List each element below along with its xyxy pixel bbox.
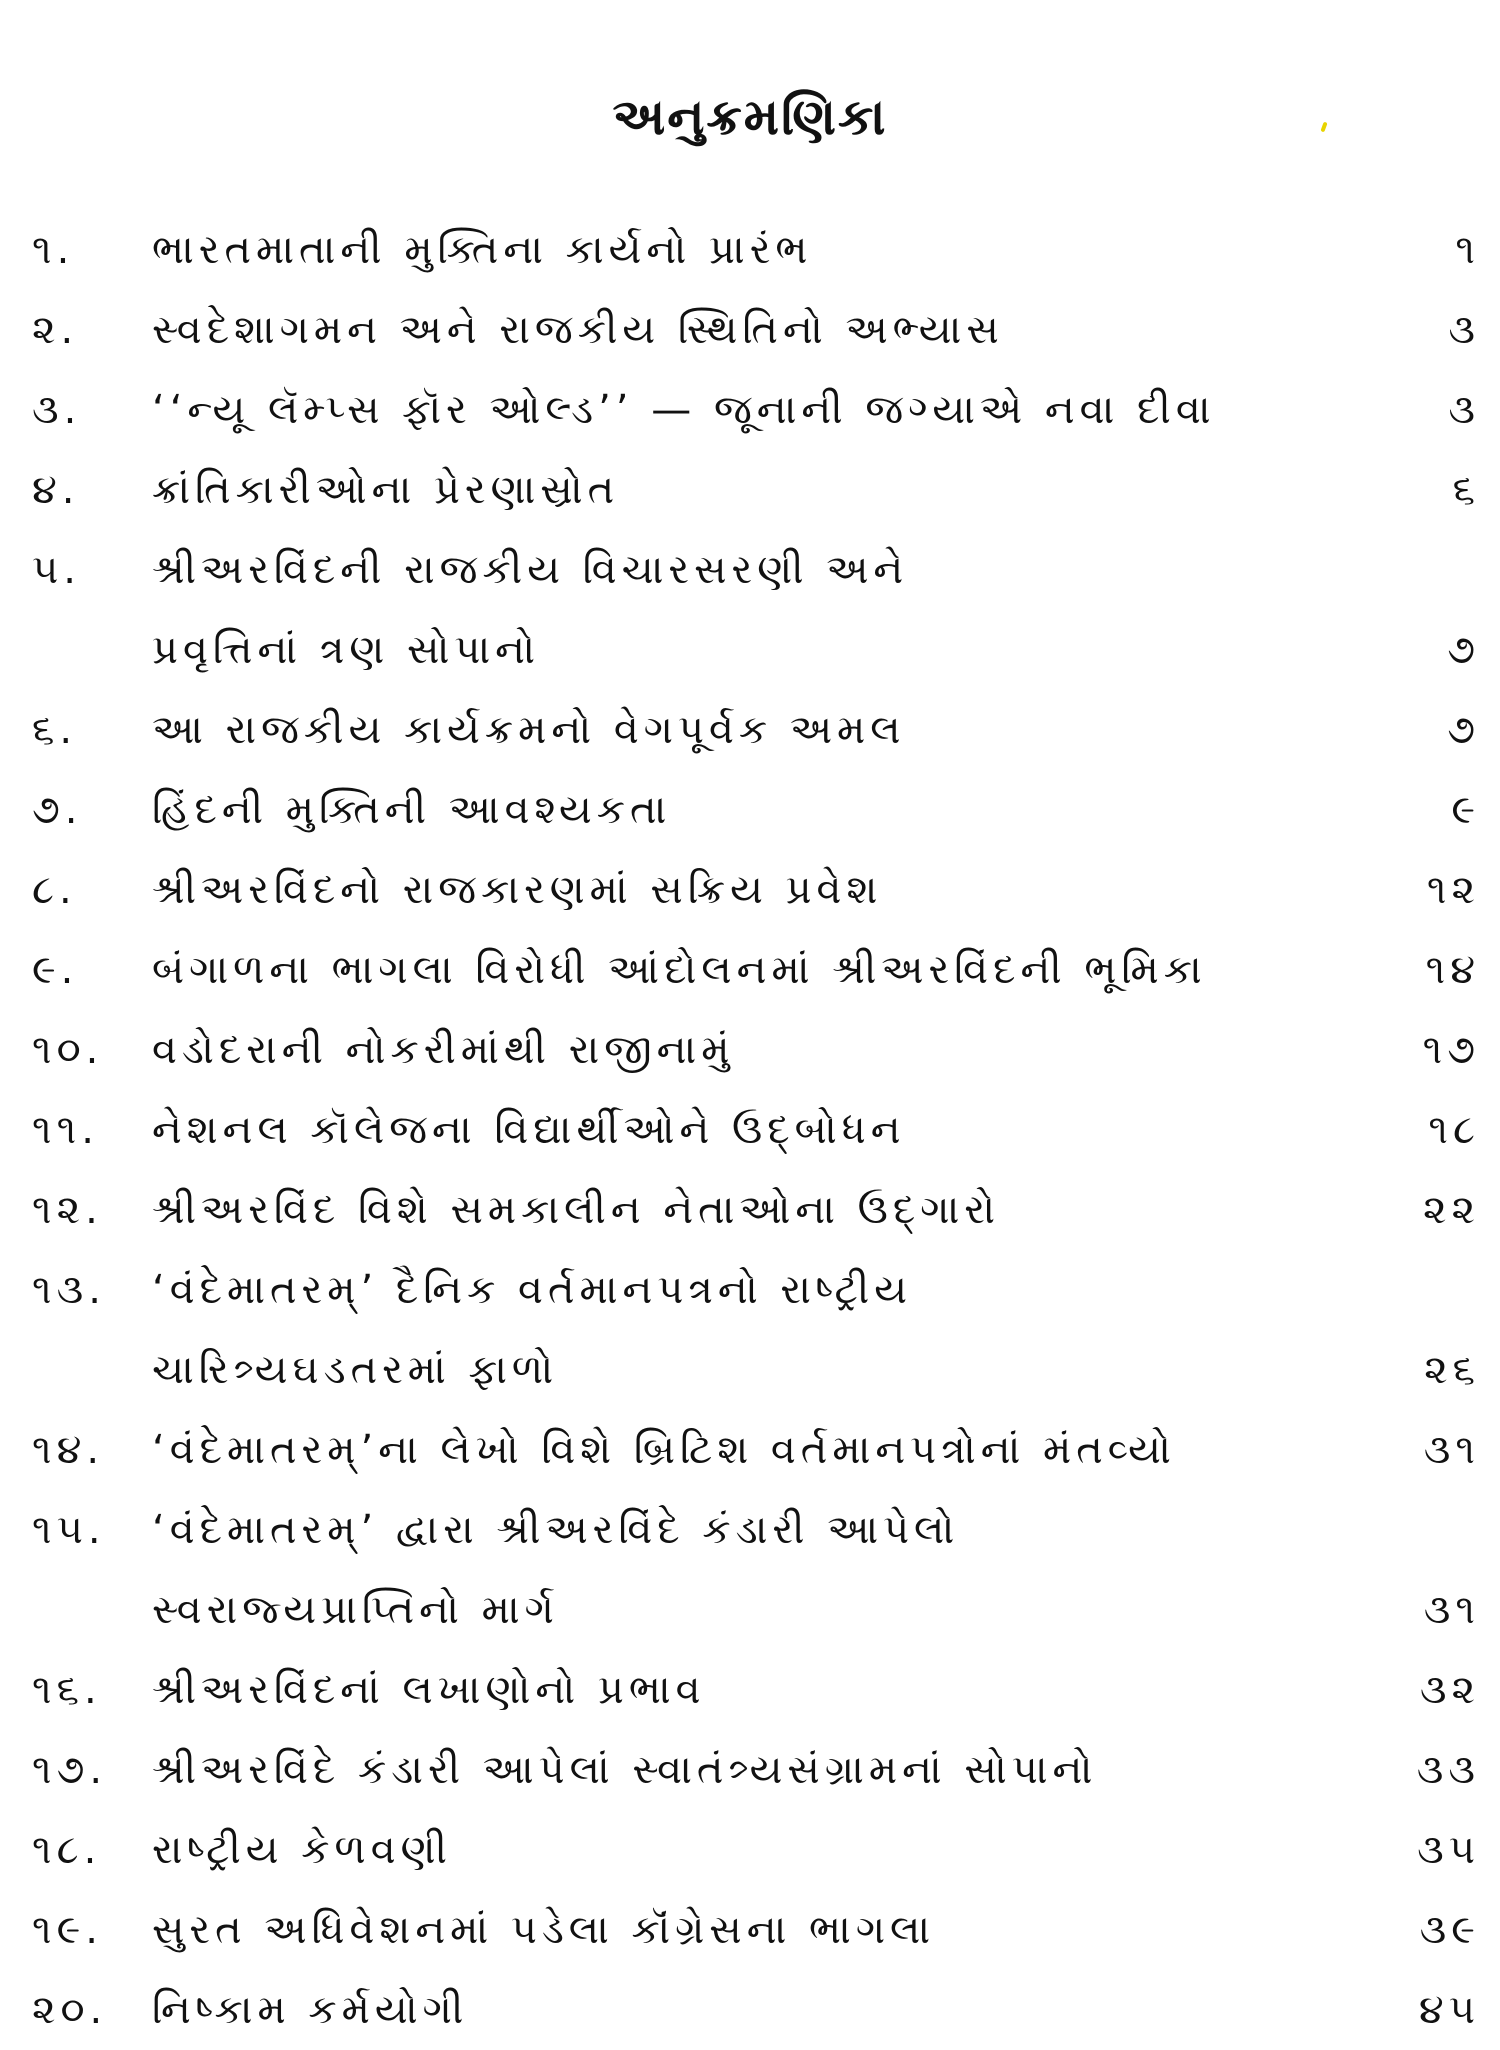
entry-title-line: ‘વંદેમાતરમ્’ દૈનિક વર્તમાનપત્રનો રાષ્ટ્રીય bbox=[152, 1267, 912, 1313]
entry-title bbox=[152, 850, 1362, 930]
entry-number: ૧૯. bbox=[32, 1907, 103, 1953]
entry-number: ૧. bbox=[32, 227, 75, 273]
entry-title-line: પ્રવૃત્તિનાં ત્રણ સોપાનો bbox=[152, 627, 540, 673]
entry-title bbox=[152, 1730, 1362, 1810]
toc-entry bbox=[0, 530, 1500, 690]
entry-title bbox=[152, 770, 1362, 850]
entry-title-line: શ્રીઅરવિંદનો રાજકારણમાં સક્રિય પ્રવેશ bbox=[152, 867, 883, 913]
entry-title-line: સુરત અધિવેશનમાં પડેલા કૉંગ્રેસના ભાગલા bbox=[152, 1907, 936, 1953]
page-title: અનુક્રમણિકા bbox=[612, 88, 888, 146]
entry-page-number: ૨૬ bbox=[1424, 1347, 1480, 1393]
entry-number: ૧૬. bbox=[32, 1667, 102, 1713]
entry-page-number: ૧૨ bbox=[1426, 867, 1480, 913]
entry-page-number: ૩૧ bbox=[1423, 1587, 1480, 1633]
entry-number: ૭. bbox=[32, 787, 83, 833]
entry-title-line: શ્રીઅરવિંદનાં લખાણોનો પ્રભાવ bbox=[152, 1667, 706, 1713]
entry-title-line: ક્રાંતિકારીઓના પ્રેરણાસ્રોત bbox=[152, 467, 620, 513]
entry-title-line: સ્વરાજ્યપ્રાપ્તિનો માર્ગ bbox=[152, 1587, 559, 1633]
entry-title bbox=[152, 1410, 1362, 1490]
entry-title-line: ‘વંદેમાતરમ્’ દ્વારા શ્રીઅરવિંદે કંડારી આપેલો bbox=[152, 1507, 960, 1553]
entry-title-line: આ રાજકીય કાર્યક્રમનો વેગપૂર્વક અમલ bbox=[152, 707, 906, 753]
entry-title bbox=[152, 530, 1362, 690]
toc-entry bbox=[0, 1410, 1500, 1490]
toc-entry bbox=[0, 450, 1500, 530]
entry-title bbox=[152, 1970, 1362, 2050]
entry-title bbox=[152, 1090, 1362, 1170]
toc-entry bbox=[0, 690, 1500, 770]
toc-entry bbox=[0, 1490, 1500, 1650]
entry-title-line: ‘વંદેમાતરમ્’ના લેખો વિશે બ્રિટિશ વર્તમાનપત્રોનાં મંતવ્યો bbox=[152, 1427, 1176, 1473]
entry-title bbox=[152, 930, 1362, 1010]
entry-number: ૧૦. bbox=[32, 1027, 104, 1073]
entry-title bbox=[152, 290, 1362, 370]
entry-page-number: ૧૭ bbox=[1422, 1027, 1480, 1073]
entry-title-line: ચારિત્ર્યઘડતરમાં ફાળો bbox=[152, 1347, 559, 1393]
entry-title bbox=[152, 370, 1362, 450]
entry-number: ૧૩. bbox=[32, 1267, 106, 1313]
entry-page-number: ૩૨ bbox=[1419, 1667, 1480, 1713]
entry-title bbox=[152, 1890, 1362, 1970]
entry-title-line: સ્વદેશાગમન અને રાજકીય સ્થિતિનો અભ્યાસ bbox=[152, 307, 1004, 353]
entry-title-line: શ્રીઅરવિંદની રાજકીય વિચારસરણી અને bbox=[152, 547, 909, 593]
toc-entry bbox=[0, 290, 1500, 370]
entry-page-number: ૨૨ bbox=[1423, 1187, 1480, 1233]
entry-title bbox=[152, 690, 1362, 770]
entry-page-number: ૧૮ bbox=[1428, 1107, 1480, 1153]
toc-entry bbox=[0, 1250, 1500, 1410]
entry-number: ૧૨. bbox=[32, 1187, 103, 1233]
toc-entry bbox=[0, 1090, 1500, 1170]
entry-number: ૨. bbox=[32, 307, 79, 353]
entry-number: ૨૦. bbox=[32, 1987, 108, 2033]
entry-number: ૮. bbox=[32, 867, 77, 913]
entry-page-number: ૬ bbox=[1452, 467, 1480, 513]
entry-number: ૫. bbox=[32, 547, 81, 593]
entry-title bbox=[152, 1810, 1362, 1890]
entry-number: ૬. bbox=[32, 707, 78, 753]
entry-title-line: શ્રીઅરવિંદ વિશે સમકાલીન નેતાઓના ઉદ્ગારો bbox=[152, 1187, 1000, 1233]
entry-title-line: નેશનલ કૉલેજના વિદ્યાર્થીઓને ઉદ્બોધન bbox=[152, 1107, 906, 1153]
toc-entry bbox=[0, 930, 1500, 1010]
entry-title-line: રાષ્ટ્રીય કેળવણી bbox=[152, 1827, 452, 1873]
entry-title bbox=[152, 1010, 1362, 1090]
entry-title-line: હિંદની મુક્તિની આવશ્યકતા bbox=[152, 787, 672, 833]
entry-number: ૧૮. bbox=[32, 1827, 102, 1873]
entry-page-number: ૩ bbox=[1448, 307, 1480, 353]
toc-entry bbox=[0, 1890, 1500, 1970]
entry-title bbox=[152, 210, 1362, 290]
toc-entry bbox=[0, 1170, 1500, 1250]
entry-number: ૪. bbox=[32, 467, 80, 513]
entry-title bbox=[152, 450, 1362, 530]
toc-entry bbox=[0, 1970, 1500, 2050]
entry-page-number: ૩૫ bbox=[1417, 1827, 1480, 1873]
entry-page-number: ૩૧ bbox=[1423, 1427, 1480, 1473]
toc-entry bbox=[0, 210, 1500, 290]
entry-title bbox=[152, 1170, 1362, 1250]
entry-number: ૧૧. bbox=[32, 1107, 99, 1153]
entry-page-number: ૭ bbox=[1447, 627, 1480, 673]
table-of-contents bbox=[0, 210, 1500, 2050]
entry-number: ૧૫. bbox=[32, 1507, 106, 1553]
entry-title bbox=[152, 1650, 1362, 1730]
entry-title bbox=[152, 1490, 1362, 1650]
toc-entry bbox=[0, 770, 1500, 850]
entry-title-line: ભારતમાતાની મુક્તિના કાર્યનો પ્રારંભ bbox=[152, 227, 813, 273]
toc-entry bbox=[0, 1010, 1500, 1090]
entry-page-number: ૭ bbox=[1447, 707, 1480, 753]
entry-page-number: ૪૫ bbox=[1418, 1987, 1480, 2033]
toc-entry bbox=[0, 850, 1500, 930]
entry-number: ૧૪. bbox=[32, 1427, 105, 1473]
entry-title-line: વડોદરાની નોકરીમાંથી રાજીનામું bbox=[152, 1027, 735, 1073]
entry-number: ૧૭. bbox=[32, 1747, 108, 1793]
entry-number: ૩. bbox=[32, 387, 82, 433]
entry-page-number: ૧ bbox=[1455, 227, 1480, 273]
entry-title-line: બંગાળના ભાગલા વિરોધી આંદોલનમાં શ્રીઅરવિંદની ભૂમિકા bbox=[152, 947, 1207, 993]
entry-title bbox=[152, 1250, 1362, 1410]
entry-page-number: ૧૪ bbox=[1425, 947, 1480, 993]
toc-entry bbox=[0, 1810, 1500, 1890]
entry-page-number: ૩૯ bbox=[1419, 1907, 1480, 1953]
entry-page-number: ૩ bbox=[1448, 387, 1480, 433]
entry-title-line: નિષ્કામ કર્મયોગી bbox=[152, 1987, 469, 2033]
entry-page-number: ૯ bbox=[1451, 787, 1480, 833]
entry-title-line: ‘‘ન્યૂ લૅમ્પ્સ ફૉર ઓલ્ડ’’ — જૂનાની જગ્યાએ નવા દીવા bbox=[152, 387, 1216, 433]
entry-number: ૯. bbox=[32, 947, 79, 993]
toc-entry bbox=[0, 1730, 1500, 1810]
entry-title-line: શ્રીઅરવિંદે કંડારી આપેલાં સ્વાતંત્ર્યસંગ્રામનાં સોપાનો bbox=[152, 1747, 1098, 1793]
toc-entry bbox=[0, 370, 1500, 450]
entry-page-number: ૩૩ bbox=[1416, 1747, 1480, 1793]
toc-entry bbox=[0, 1650, 1500, 1730]
